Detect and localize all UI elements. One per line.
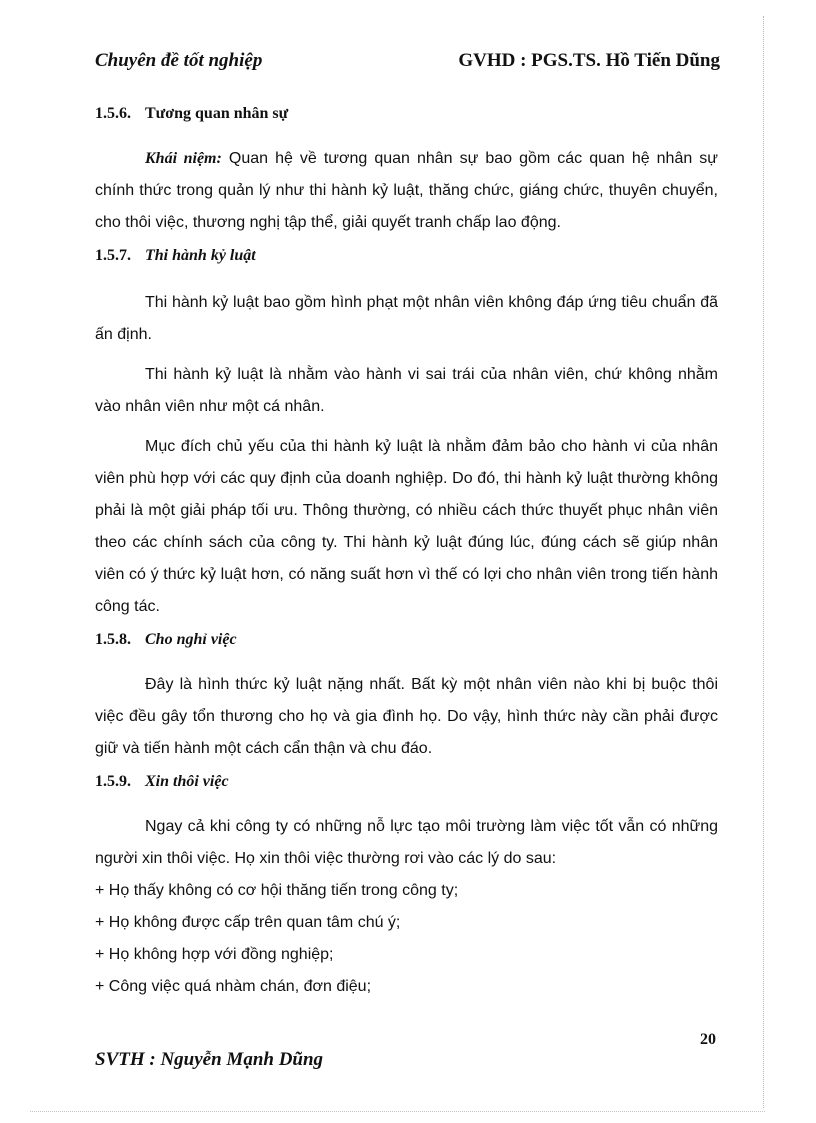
section-number: 1.5.8. xyxy=(95,631,131,648)
list-item: + Họ không hợp với đồng nghiệp; xyxy=(95,946,334,963)
page-content xyxy=(95,103,718,1003)
header-document-type: Chuyên đề tốt nghiệp xyxy=(95,50,263,71)
section-heading-1-5-8 xyxy=(95,629,718,651)
paragraph: Thi hành kỷ luật bao gồm hình phạt một nhân viên không đáp ứng tiêu chuẩn đã ấn định. xyxy=(95,294,718,343)
section-heading-1-5-9 xyxy=(95,771,718,793)
paragraph: Thi hành kỷ luật là nhằm vào hành vi sai trái của nhân viên, chứ không nhằm vào nhân viên như một cá nhân. xyxy=(95,366,718,415)
page-bottom-border xyxy=(30,1111,765,1112)
list-item: + Công việc quá nhàm chán, đơn điệu; xyxy=(95,978,372,995)
page-number: 20 xyxy=(700,1031,716,1048)
section-title: Cho nghỉ việc xyxy=(145,631,237,648)
header-advisor: GVHD : PGS.TS. Hồ Tiến Dũng xyxy=(458,50,720,71)
paragraph-text: Quan hệ về tương quan nhân sự bao gồm các quan hệ nhân sự chính thức trong quản lý như thi hành kỷ luật, thăng chức, giáng chức, thuyên chuyển, cho thôi việc, thương nghị tập thể, giải quyết tranh chấp lao động. xyxy=(95,150,719,231)
section-title: Tương quan nhân sự xyxy=(145,105,289,122)
definition-term: Khái niệm: xyxy=(145,150,222,167)
section-number: 1.5.6. xyxy=(95,105,131,122)
paragraph: Đây là hình thức kỷ luật nặng nhất. Bất kỳ một nhân viên nào khi bị buộc thôi việc đều gây tổn thương cho họ và gia đình họ. Do vậy, hình thức này cần phải được giữ và tiến hành một cách cẩn thận và chu đáo. xyxy=(95,676,718,757)
section-title: Thi hành kỷ luật xyxy=(145,247,256,264)
paragraph: Mục đích chủ yếu của thi hành kỷ luật là nhằm đảm bảo cho hành vi của nhân viên phù hợp với các quy định của doanh nghiệp. Do đó, thi hành kỷ luật thường không phải là một giải pháp tối ưu. Thông thường, có nhiều cách thức thuyết phục nhân viên theo các chính sách của công ty. Thi hành kỷ luật đúng lúc, đúng cách sẽ giúp nhân viên có ý thức kỷ luật hơn, có năng suất hơn vì thế có lợi cho nhân viên trong tiến hành công tác. xyxy=(95,438,718,615)
list-item: + Họ thấy không có cơ hội thăng tiến trong công ty; xyxy=(95,882,459,899)
section-heading-1-5-7 xyxy=(95,245,718,267)
paragraph xyxy=(95,143,718,239)
section-heading-1-5-6 xyxy=(95,103,718,125)
section-title: Xin thôi việc xyxy=(145,773,229,790)
section-number: 1.5.9. xyxy=(95,773,131,790)
list-item: + Họ không được cấp trên quan tâm chú ý; xyxy=(95,914,401,931)
footer-author: SVTH : Nguyễn Mạnh Dũng xyxy=(95,1049,324,1070)
section-number: 1.5.7. xyxy=(95,247,131,264)
paragraph: Ngay cả khi công ty có những nỗ lực tạo môi trường làm việc tốt vẫn có những người xin thôi việc. Họ xin thôi việc thường rơi vào các lý do sau: xyxy=(95,818,718,867)
page-header xyxy=(95,50,720,80)
